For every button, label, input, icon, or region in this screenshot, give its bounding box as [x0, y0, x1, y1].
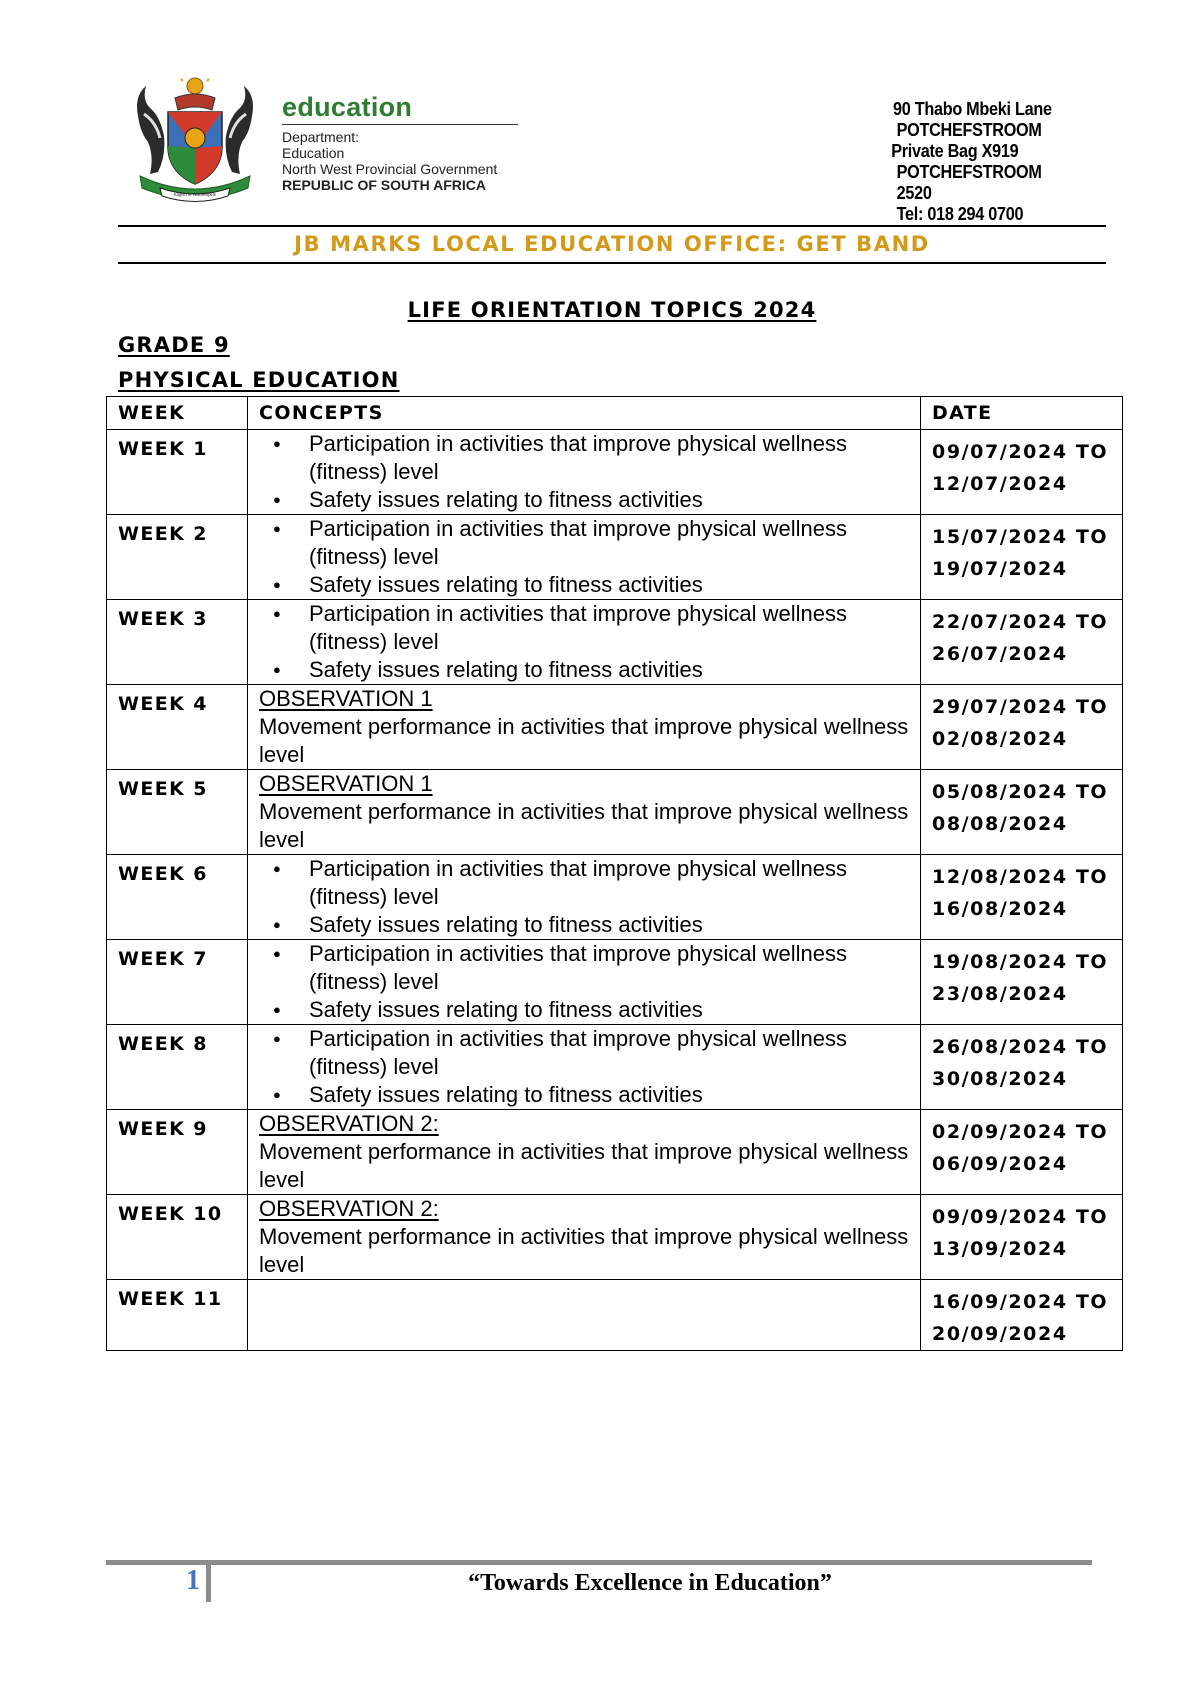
document-title — [118, 298, 1106, 322]
header-rule-top — [118, 225, 1106, 227]
observation-title: OBSERVATION 2: — [259, 1196, 439, 1221]
table-row — [107, 770, 1123, 855]
week-cell — [107, 1280, 248, 1351]
page-number-divider — [206, 1560, 211, 1602]
date-cell — [921, 1110, 1123, 1195]
week-cell — [107, 1110, 248, 1195]
date-to: 02/08/2024 — [932, 728, 1068, 750]
date-from: 19/08/2024 TO — [932, 951, 1109, 973]
brand-title: education — [282, 92, 413, 122]
observation-description: Movement performance in activities that improve physical wellness level — [259, 1224, 909, 1277]
concept-item: ● Participation in activities that improve physical wellness (fitness) level — [309, 855, 920, 911]
date-cell — [921, 770, 1123, 855]
address-line-4: POTCHEFSTROOM — [896, 162, 1042, 182]
header-cell-concepts — [248, 397, 921, 430]
date-cell — [921, 1195, 1123, 1280]
concept-item: ● Safety issues relating to fitness activities — [309, 571, 920, 599]
observation-description: Movement performance in activities that improve physical wellness level — [259, 799, 909, 852]
date-range — [921, 515, 1122, 585]
observation-description: Movement performance in activities that improve physical wellness level — [259, 1139, 909, 1192]
date-cell — [921, 1280, 1123, 1351]
address-line-2: POTCHEFSTROOM — [896, 120, 1042, 140]
date-from: 09/07/2024 TO — [932, 441, 1109, 463]
date-cell — [921, 1025, 1123, 1110]
concept-item: ● Participation in activities that improve physical wellness (fitness) level — [309, 430, 920, 486]
table-row — [107, 1195, 1123, 1280]
date-from: 29/07/2024 TO — [932, 696, 1109, 718]
observation-title: OBSERVATION 1 — [259, 686, 433, 711]
table-row — [107, 600, 1123, 685]
week-label: WEEK 5 — [118, 778, 208, 800]
date-from: 05/08/2024 TO — [932, 781, 1109, 803]
date-from: 15/07/2024 TO — [932, 526, 1109, 548]
concept-item: ● Participation in activities that improve physical wellness (fitness) level — [309, 600, 920, 656]
address-line-5: 2520 — [896, 183, 932, 203]
week-cell — [107, 430, 248, 515]
table-row — [107, 1110, 1123, 1195]
header-concepts-label: CONCEPTS — [259, 402, 384, 424]
date-to: 16/08/2024 — [932, 898, 1068, 920]
date-range — [921, 685, 1122, 755]
week-cell — [107, 1195, 248, 1280]
table-row — [107, 1280, 1123, 1351]
page-number: 1 — [186, 1565, 200, 1596]
date-cell — [921, 685, 1123, 770]
concept-item: ● Safety issues relating to fitness activities — [309, 911, 920, 939]
brand-line-3: North West Provincial Government — [282, 161, 498, 177]
date-cell — [921, 940, 1123, 1025]
office-banner: JB MARKS LOCAL EDUCATION OFFICE: GET BAND — [294, 232, 930, 256]
table-header-row — [107, 397, 1123, 430]
week-cell — [107, 515, 248, 600]
concepts-cell — [248, 770, 921, 855]
grade-heading — [118, 333, 230, 357]
concepts-cell — [248, 515, 921, 600]
table-row — [107, 940, 1123, 1025]
date-to: 23/08/2024 — [932, 983, 1068, 1005]
date-range — [921, 1110, 1122, 1180]
week-label: WEEK 3 — [118, 608, 208, 630]
date-from: 26/08/2024 TO — [932, 1036, 1109, 1058]
footer-rule — [106, 1560, 1092, 1565]
date-range — [921, 600, 1122, 670]
concept-list — [248, 855, 920, 939]
date-from: 16/09/2024 TO — [932, 1291, 1109, 1313]
concepts-cell — [248, 1195, 921, 1280]
observation-block — [248, 1110, 920, 1194]
week-label: WEEK 10 — [118, 1203, 223, 1225]
brand-line-2: Education — [282, 145, 345, 161]
week-cell — [107, 600, 248, 685]
brand-line-1: Department: — [282, 129, 360, 145]
date-range — [921, 1025, 1122, 1095]
concept-item: ● Safety issues relating to fitness activities — [309, 656, 920, 684]
date-cell — [921, 430, 1123, 515]
footer-tagline: “Towards Excellence in Education” — [468, 1570, 832, 1596]
concepts-cell — [248, 600, 921, 685]
date-range — [921, 940, 1122, 1010]
table-row — [107, 1025, 1123, 1110]
date-to: 26/07/2024 — [932, 643, 1068, 665]
table-row — [107, 430, 1123, 515]
subject-heading-text: PHYSICAL EDUCATION — [118, 368, 400, 392]
week-label: WEEK 1 — [118, 438, 208, 460]
concept-item: ● Participation in activities that improve physical wellness (fitness) level — [309, 515, 920, 571]
observation-block — [248, 1195, 920, 1279]
document-title-text: LIFE ORIENTATION TOPICS 2024 — [407, 298, 817, 322]
date-to: 12/07/2024 — [932, 473, 1068, 495]
date-from: 22/07/2024 TO — [932, 611, 1109, 633]
concept-list — [248, 430, 920, 514]
concept-list — [248, 1025, 920, 1109]
week-label: WEEK 8 — [118, 1033, 208, 1055]
concept-item: ● Safety issues relating to fitness activities — [309, 1081, 920, 1109]
address-line-6: Tel: 018 294 0700 — [896, 204, 1024, 224]
date-range — [921, 430, 1122, 500]
date-to: 20/09/2024 — [932, 1323, 1068, 1345]
brand-line-4: REPUBLIC OF SOUTH AFRICA — [282, 177, 487, 193]
subject-heading — [118, 368, 400, 392]
date-range — [921, 1195, 1122, 1265]
date-from: 12/08/2024 TO — [932, 866, 1109, 888]
week-label: WEEK 6 — [118, 863, 208, 885]
concept-list — [248, 600, 920, 684]
brand-divider — [282, 124, 518, 125]
date-cell — [921, 515, 1123, 600]
coat-of-arms-logo — [120, 76, 270, 206]
concepts-cell — [248, 685, 921, 770]
week-cell — [107, 1025, 248, 1110]
address-line-3: Private Bag X919 — [891, 141, 1019, 161]
week-label: WEEK 7 — [118, 948, 208, 970]
crest-motto: Kagiso le Tswelelopele — [173, 192, 217, 197]
concept-item: ● Safety issues relating to fitness activities — [309, 486, 920, 514]
observation-title: OBSERVATION 1 — [259, 771, 433, 796]
header-cell-week — [107, 397, 248, 430]
week-cell — [107, 940, 248, 1025]
concepts-cell — [248, 940, 921, 1025]
week-label: WEEK 11 — [118, 1288, 223, 1310]
concept-list — [248, 940, 920, 1024]
week-cell — [107, 685, 248, 770]
header-cell-date — [921, 397, 1123, 430]
observation-description: Movement performance in activities that improve physical wellness level — [259, 714, 909, 767]
date-range — [921, 1280, 1122, 1350]
concept-item: ● Participation in activities that improve physical wellness (fitness) level — [309, 940, 920, 996]
concept-item: ● Safety issues relating to fitness activities — [309, 996, 920, 1024]
date-to: 08/08/2024 — [932, 813, 1068, 835]
observation-title: OBSERVATION 2: — [259, 1111, 439, 1136]
date-cell — [921, 600, 1123, 685]
week-cell — [107, 855, 248, 940]
table-row — [107, 855, 1123, 940]
observation-block — [248, 685, 920, 769]
date-from: 02/09/2024 TO — [932, 1121, 1109, 1143]
date-to: 19/07/2024 — [932, 558, 1068, 580]
week-label: WEEK 9 — [118, 1118, 208, 1140]
header-date-label: DATE — [932, 402, 993, 424]
concepts-cell — [248, 1025, 921, 1110]
concept-item: ● Participation in activities that improve physical wellness (fitness) level — [309, 1025, 920, 1081]
week-label: WEEK 4 — [118, 693, 208, 715]
date-range — [921, 855, 1122, 925]
table-row — [107, 515, 1123, 600]
schedule-table — [106, 396, 1123, 1351]
grade-heading-text: GRADE 9 — [118, 333, 230, 357]
concepts-cell — [248, 430, 921, 515]
concepts-cell — [248, 855, 921, 940]
date-cell — [921, 855, 1123, 940]
date-to: 06/09/2024 — [932, 1153, 1068, 1175]
office-address — [893, 99, 1052, 225]
address-line-1: 90 Thabo Mbeki Lane — [893, 99, 1052, 119]
date-to: 13/09/2024 — [932, 1238, 1068, 1260]
date-from: 09/09/2024 TO — [932, 1206, 1109, 1228]
header-rule-bottom — [118, 262, 1106, 264]
department-brand — [282, 92, 522, 193]
concepts-cell — [248, 1280, 921, 1351]
week-label: WEEK 2 — [118, 523, 208, 545]
date-range — [921, 770, 1122, 840]
concept-list — [248, 515, 920, 599]
table-row — [107, 685, 1123, 770]
header-week-label: WEEK — [118, 402, 186, 424]
date-to: 30/08/2024 — [932, 1068, 1068, 1090]
concepts-cell — [248, 1110, 921, 1195]
observation-block — [248, 770, 920, 854]
week-cell — [107, 770, 248, 855]
